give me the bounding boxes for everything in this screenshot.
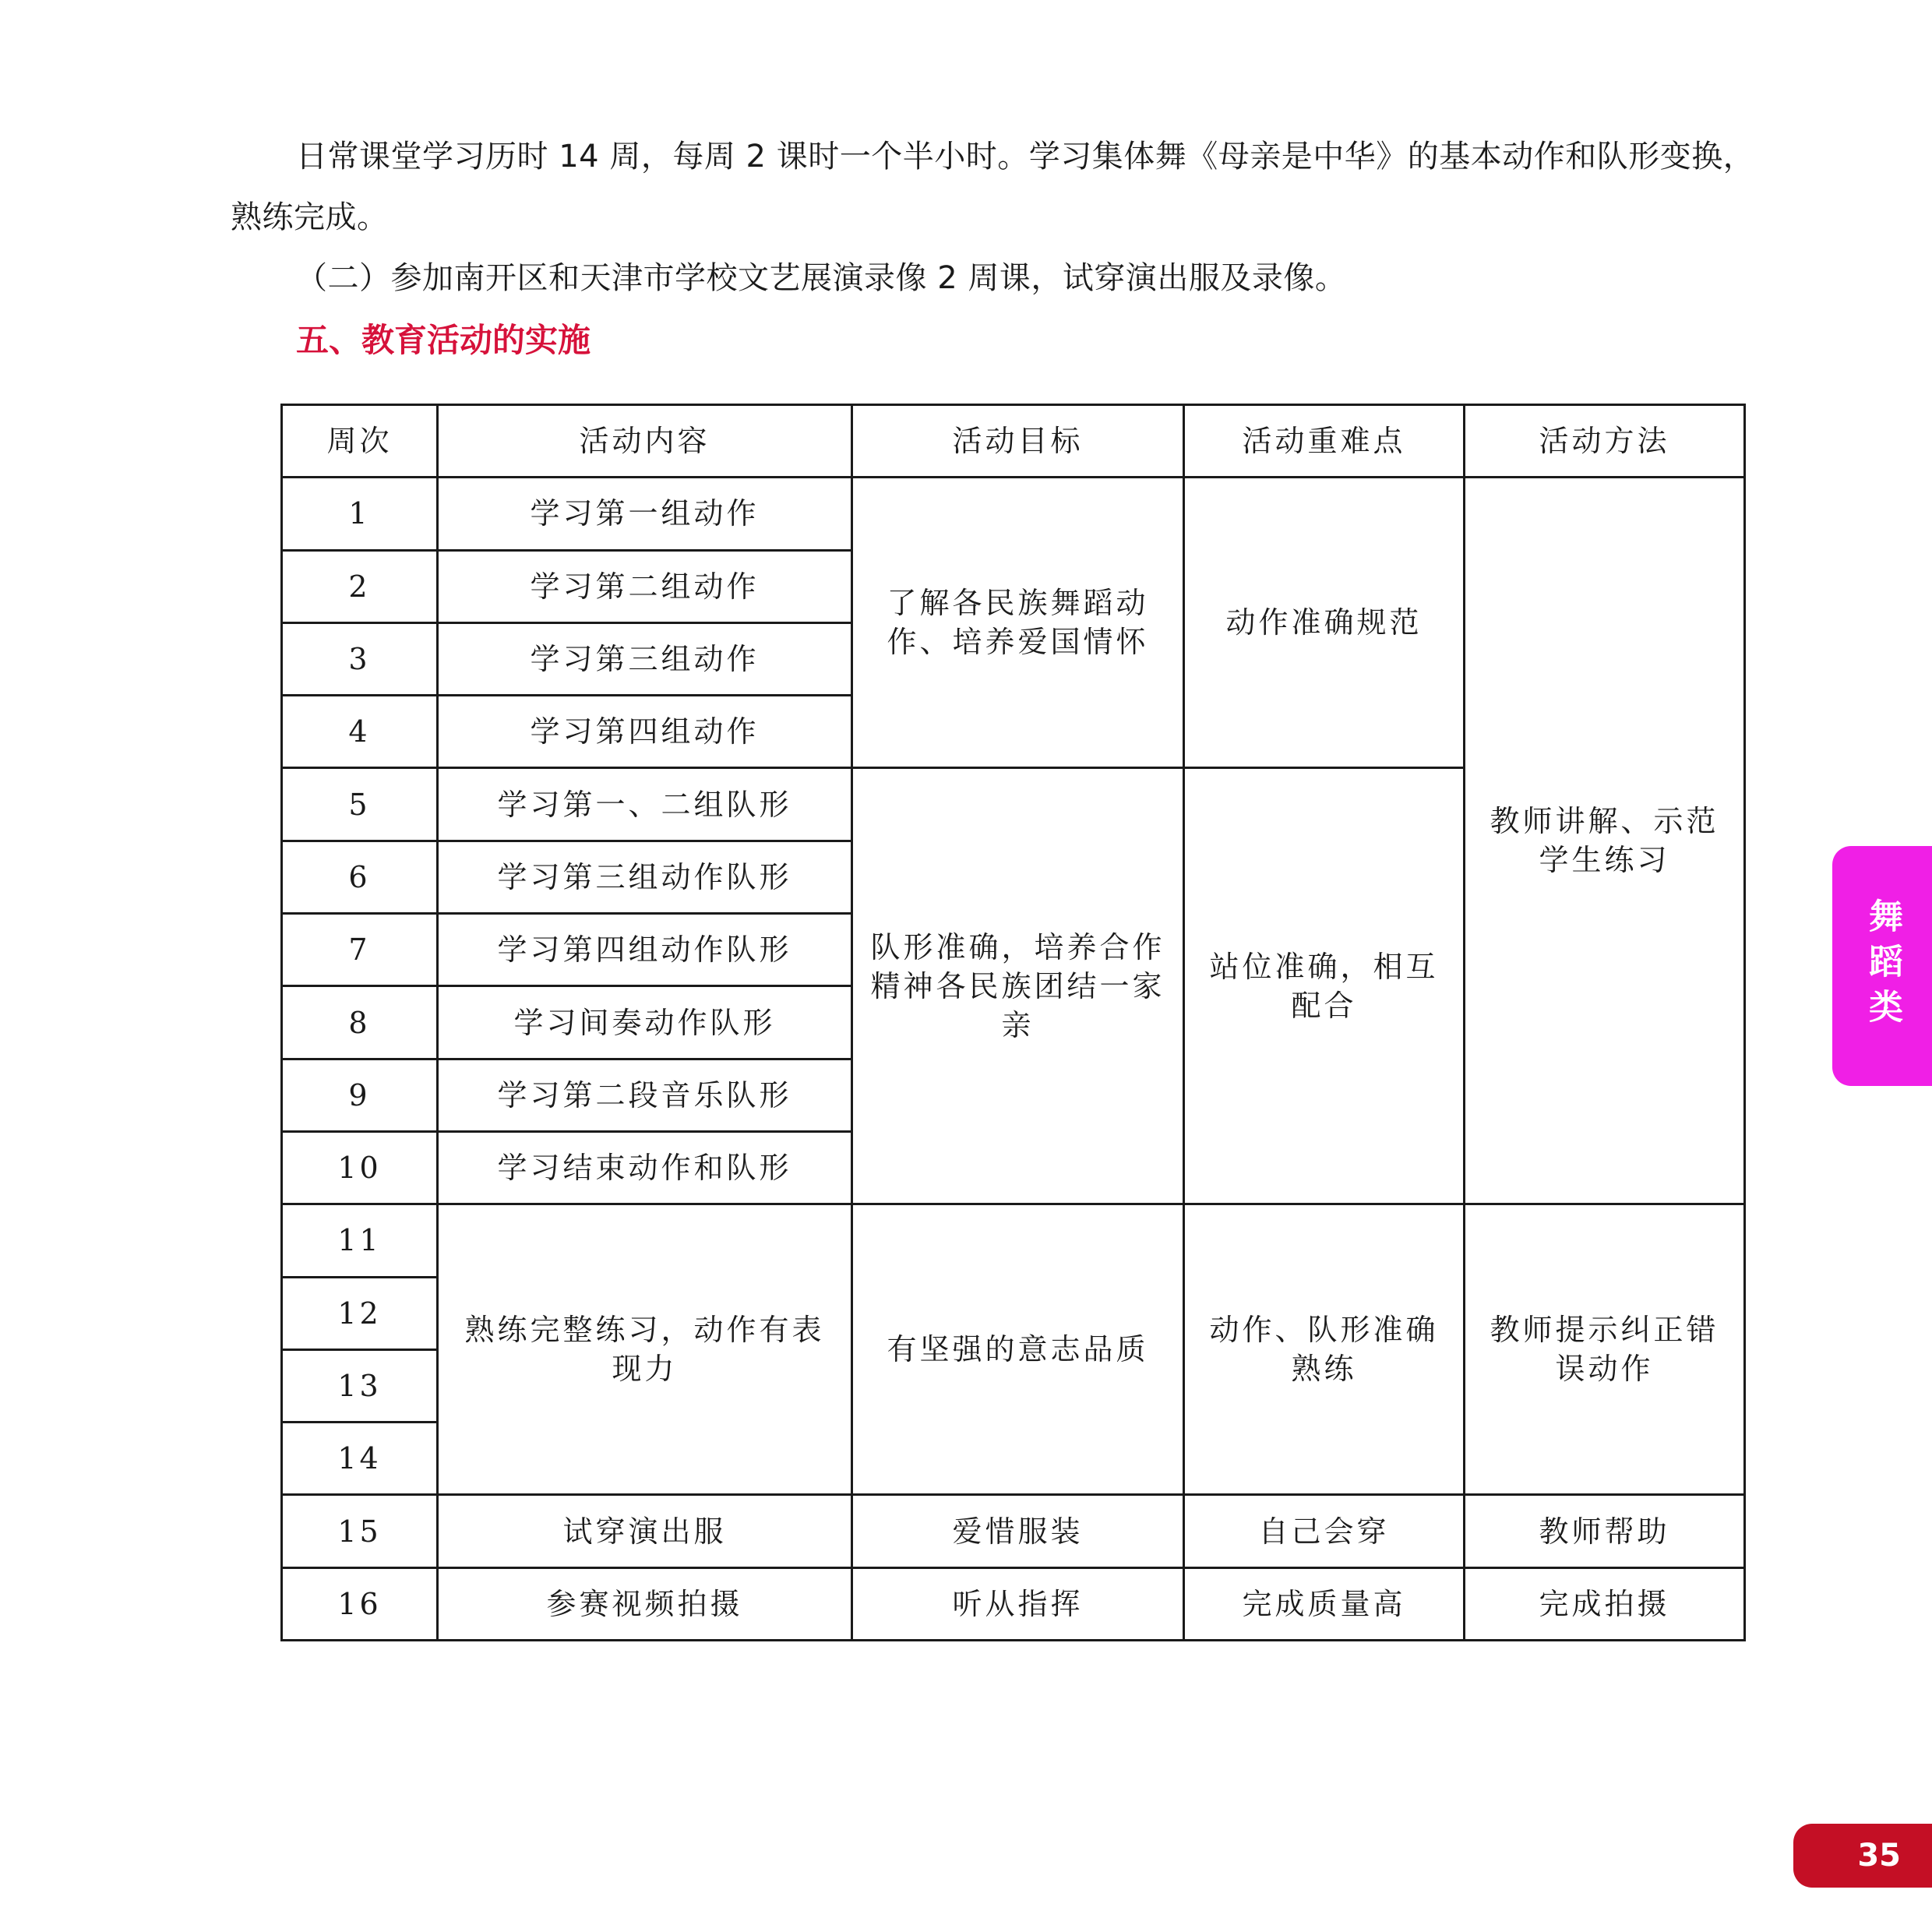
week-cell: 13 — [282, 1349, 438, 1422]
method-cell: 完成拍摄 — [1465, 1567, 1745, 1640]
content-cell: 学习第四组动作 — [438, 696, 852, 768]
header-week: 周次 — [282, 405, 438, 478]
content-cell: 学习第四组动作队形 — [438, 914, 852, 986]
method-cell: 教师讲解、示范学生练习 — [1465, 478, 1745, 1204]
intro-paragraph: 日常课堂学习历时 14 周，每周 2 课时一个半小时。学习集体舞《母亲是中华》的基本动作和队形变换，熟练完成。 — [231, 139, 1755, 235]
goal-cell: 听从指挥 — [852, 1567, 1184, 1640]
content-cell: 学习第一组动作 — [438, 478, 852, 550]
week-cell: 10 — [282, 1131, 438, 1204]
goal-cell: 有坚强的意志品质 — [852, 1204, 1184, 1495]
week-cell: 8 — [282, 986, 438, 1059]
key-point-cell: 动作准确规范 — [1184, 478, 1465, 768]
week-cell: 7 — [282, 914, 438, 986]
week-cell: 16 — [282, 1567, 438, 1640]
week-cell: 2 — [282, 550, 438, 622]
table-row — [282, 478, 1745, 550]
week-cell: 14 — [282, 1423, 438, 1495]
week-cell: 3 — [282, 622, 438, 695]
week-cell: 4 — [282, 696, 438, 768]
key-point-cell: 动作、队形准确熟练 — [1184, 1204, 1465, 1495]
table-row — [282, 1567, 1745, 1640]
key-point-cell: 完成质量高 — [1184, 1567, 1465, 1640]
key-point-cell: 自己会穿 — [1184, 1495, 1465, 1567]
content-cell: 学习结束动作和队形 — [438, 1131, 852, 1204]
category-side-tab — [1832, 846, 1932, 1086]
content-cell: 学习第二组动作 — [438, 550, 852, 622]
method-cell: 教师帮助 — [1465, 1495, 1745, 1567]
content-cell: 试穿演出服 — [438, 1495, 852, 1567]
header-content: 活动内容 — [438, 405, 852, 478]
table-row — [282, 1204, 1745, 1277]
header-goal: 活动目标 — [852, 405, 1184, 478]
content-cell: 学习第一、二组队形 — [438, 768, 852, 841]
section-heading: 五、教育活动的实施 — [296, 321, 591, 359]
week-cell: 9 — [282, 1059, 438, 1131]
content-cell: 学习第三组动作 — [438, 622, 852, 695]
key-point-cell: 站位准确，相互配合 — [1184, 768, 1465, 1204]
header-method: 活动方法 — [1465, 405, 1745, 478]
content-cell: 学习第二段音乐队形 — [438, 1059, 852, 1131]
recording-paragraph: （二）参加南开区和天津市学校文艺展演录像 2 周课，试穿演出服及录像。 — [296, 260, 1347, 296]
week-cell: 15 — [282, 1495, 438, 1567]
goal-cell: 队形准确，培养合作精神各民族团结一家亲 — [852, 768, 1184, 1204]
table-header-row — [282, 405, 1745, 478]
table-row — [282, 1495, 1745, 1567]
method-cell: 教师提示纠正错误动作 — [1465, 1204, 1745, 1495]
week-cell: 12 — [282, 1277, 438, 1349]
week-cell: 6 — [282, 841, 438, 913]
content-cell: 学习间奏动作队形 — [438, 986, 852, 1059]
week-cell: 1 — [282, 478, 438, 550]
activity-table — [280, 404, 1746, 1641]
week-cell: 11 — [282, 1204, 438, 1277]
category-label: 舞蹈类 — [1863, 898, 1902, 1034]
week-cell: 5 — [282, 768, 438, 841]
header-key-points: 活动重难点 — [1184, 405, 1465, 478]
content-cell: 熟练完整练习，动作有表现力 — [438, 1204, 852, 1495]
goal-cell: 爱惜服装 — [852, 1495, 1184, 1567]
content-cell: 参赛视频拍摄 — [438, 1567, 852, 1640]
content-cell: 学习第三组动作队形 — [438, 841, 852, 913]
page-number: 35 — [1793, 1824, 1932, 1888]
goal-cell: 了解各民族舞蹈动作、培养爱国情怀 — [852, 478, 1184, 768]
